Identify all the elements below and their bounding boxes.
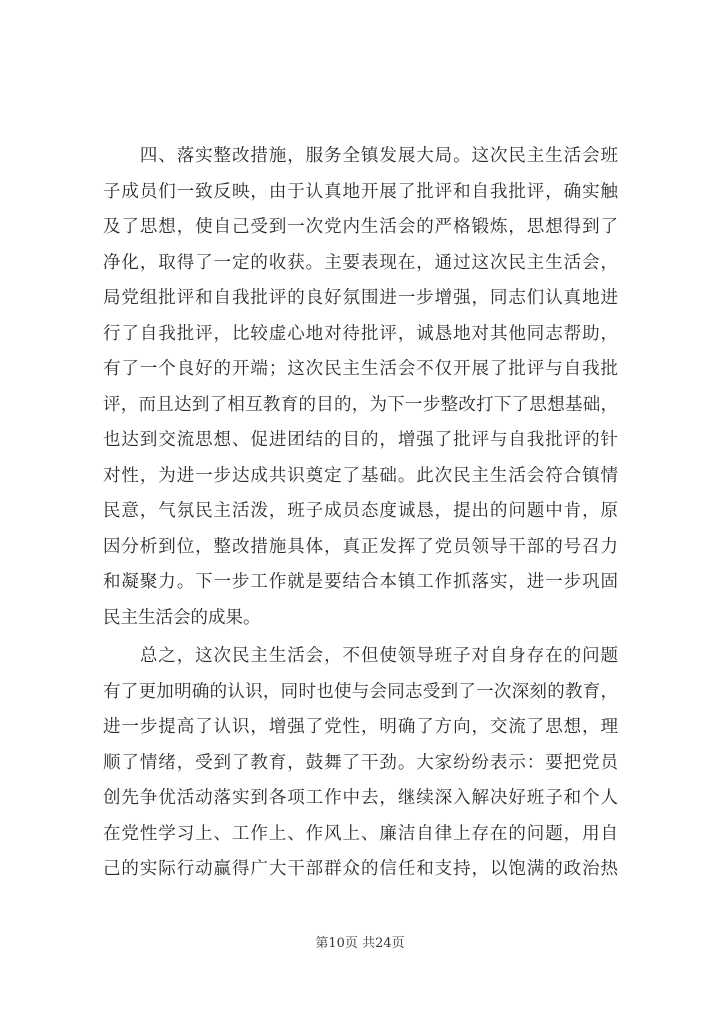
text-line: 民意，气氛民主活泼，班子成员态度诚恳，提出的问题中肯，原 <box>103 501 618 521</box>
text-line: 和凝聚力。下一步工作就是要结合本镇工作抓落实，进一步巩固 <box>103 572 618 592</box>
text-line: 净化，取得了一定的收获。主要表现在，通过这次民主生活会， <box>103 252 618 273</box>
text-line: 四、落实整改措施，服务全镇发展大局。这次民主生活会班 <box>103 146 618 166</box>
text-line: 行了自我批评，比较虚心地对待批评，诚恳地对其他同志帮助， <box>103 323 618 344</box>
text-line: 在党性学习上、工作上、作风上、廉洁自律上存在的问题，用自 <box>103 823 618 844</box>
text-line: 有了更加明确的认识，同时也使与会同志受到了一次深刻的教育， <box>103 681 618 702</box>
text-line: 对性，为进一步达成共识奠定了基础。此次民主生活会符合镇情 <box>103 465 618 486</box>
paragraph-summary <box>103 639 618 888</box>
text-line: 因分析到位，整改措施具体，真正发挥了党员领导干部的号召力 <box>103 536 618 557</box>
text-line: 己的实际行动赢得广大干部群众的信任和支持，以饱满的政治热 <box>103 859 618 879</box>
text-line: 有了一个良好的开端；这次民主生活会不仅开展了批评与自我批 <box>103 359 618 379</box>
text-line: 局党组批评和自我批评的良好氛围进一步增强，同志们认真地进 <box>103 288 618 308</box>
text-line: 民主生活会的成果。 <box>103 607 261 628</box>
text-line: 顺了情绪，受到了教育，鼓舞了干劲。大家纷纷表示：要把党员 <box>103 752 618 773</box>
page-number-footer: 第10页 共24页 <box>315 936 405 951</box>
text-line: 创先争优活动落实到各项工作中去，继续深入解决好班子和个人 <box>103 788 618 808</box>
paragraph-rectification-measures <box>103 139 618 636</box>
text-line: 总之，这次民主生活会，不但使领导班子对自身存在的问题 <box>103 646 618 666</box>
text-line: 及了思想，使自己受到一次党内生活会的严格锻炼，思想得到了 <box>103 217 618 237</box>
text-line: 也达到交流思想、促进团结的目的，增强了批评与自我批评的针 <box>103 430 618 450</box>
text-line: 评，而且达到了相互教育的目的，为下一步整改打下了思想基础， <box>103 394 618 415</box>
text-line: 进一步提高了认识，增强了党性，明确了方向，交流了思想，理 <box>103 717 618 737</box>
text-line: 子成员们一致反映，由于认真地开展了批评和自我批评，确实触 <box>103 181 618 202</box>
